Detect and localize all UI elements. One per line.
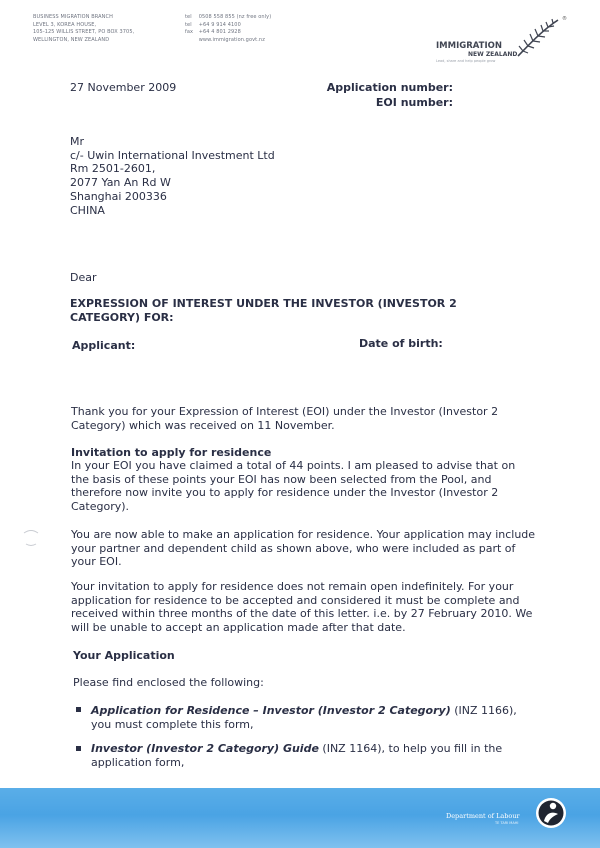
reference-labels: [320, 81, 453, 110]
letterhead-address-line: LEVEL 3, KOREA HOUSE,: [33, 21, 97, 28]
fern-icon: [514, 16, 562, 60]
bullet-square-icon: [76, 746, 81, 751]
deadline-paragraph: Your invitation to apply for residence does not remain open indefinitely. For your application for residence to be accepted and considered it must be complete and received within three months of the date of this letter. i.e. by 27 February 2010. We will be unable to accept an application made after that date.: [71, 580, 533, 634]
contact-line: [185, 37, 271, 45]
application-number-label: Application number:: [326, 81, 453, 94]
enclosure-description: you must complete this form,: [91, 717, 254, 731]
department-subtitle: TE TARI MAHI: [495, 821, 519, 825]
department-logo-icon: [534, 796, 568, 830]
bullet-square-icon: [76, 707, 81, 712]
logo-subtitle: NEW ZEALAND: [468, 51, 518, 58]
address-line: Rm 2501-2601,: [70, 162, 156, 176]
enclosure-title: Investor (Investor 2 Category) Guide: [91, 742, 319, 755]
enclosure-title: Application for Residence – Investor (Investor 2 Category): [91, 704, 451, 717]
punch-hole-mark: [20, 527, 42, 549]
letterhead-address-line: WELLINGTON, NEW ZEALAND: [33, 36, 110, 43]
contact-value: 0508 558 855 (nz free only): [198, 14, 272, 20]
department-name: Department of Labour: [446, 812, 520, 820]
applicant-label: Applicant:: [72, 339, 136, 352]
invitation-paragraph: In your EOI you have claimed a total of 44 points. I am pleased to advise that on the basis of these points your EOI has now been selected from the Pool, and therefore now invite you to apply for residence under the Investor (Investor 2 Category).: [71, 459, 516, 513]
address-line: Shanghai 200336: [70, 189, 167, 203]
salutation: Dear: [70, 271, 97, 284]
eoi-number-label: EOI number:: [375, 95, 453, 109]
address-line: CHINA: [70, 203, 105, 217]
date-of-birth-label: Date of birth:: [359, 337, 443, 350]
contact-line: [185, 29, 271, 37]
subject-line: EXPRESSION OF INTEREST UNDER THE INVESTOR (INVESTOR 2 CATEGORY) FOR:: [70, 297, 457, 324]
letterhead-contacts: [185, 14, 271, 44]
letterhead-address-line: BUSINESS MIGRATION BRANCH: [33, 14, 113, 20]
enclosure-code: (INZ 1166),: [454, 704, 517, 717]
letterhead-address-line: 105-125 WILLIS STREET, PO BOX 3705,: [33, 29, 135, 36]
contact-label: tel: [185, 14, 192, 20]
contact-value: +64 4 801 2928: [198, 29, 241, 36]
contact-line: [185, 14, 271, 22]
address-line: Mr: [70, 135, 85, 148]
contact-label: tel: [185, 21, 192, 28]
contact-label: fax: [185, 29, 194, 36]
invitation-heading: Invitation to apply for residence: [71, 446, 272, 459]
immigration-logo: [430, 14, 570, 63]
enclosed-intro: Please find enclosed the following:: [73, 676, 264, 689]
logo-tagline: Lead, share and help people grow: [436, 59, 496, 63]
contact-value: www.immigration.govt.nz: [198, 36, 265, 43]
address-line: 2077 Yan An Rd W: [70, 176, 171, 190]
enclosure-item: [91, 704, 536, 732]
enclosure-code: (INZ 1164),: [322, 742, 386, 755]
partner-paragraph: You are now able to make an application for residence. Your application may include your partner and dependent child as shown above, who were included as part of your EOI.: [71, 528, 536, 569]
recipient-address: [70, 135, 275, 217]
intro-paragraph: Thank you for your Expression of Interest (EOI) under the Investor (Investor 2 Category) which was received on 11 November.: [71, 405, 499, 432]
enclosure-item: [91, 742, 536, 770]
logo-title: IMMIGRATION: [436, 41, 502, 51]
letterhead-address: [33, 14, 134, 44]
your-application-heading: Your Application: [73, 649, 175, 662]
contact-value: +64 9 914 4100: [198, 21, 241, 28]
address-line: c/- Uwin International Investment Ltd: [70, 148, 275, 162]
enclosure-description: to help you fill in the application form,: [91, 742, 503, 769]
trademark-mark: ®: [562, 16, 567, 22]
letter-date: 27 November 2009: [70, 81, 177, 94]
contact-line: [185, 22, 271, 30]
